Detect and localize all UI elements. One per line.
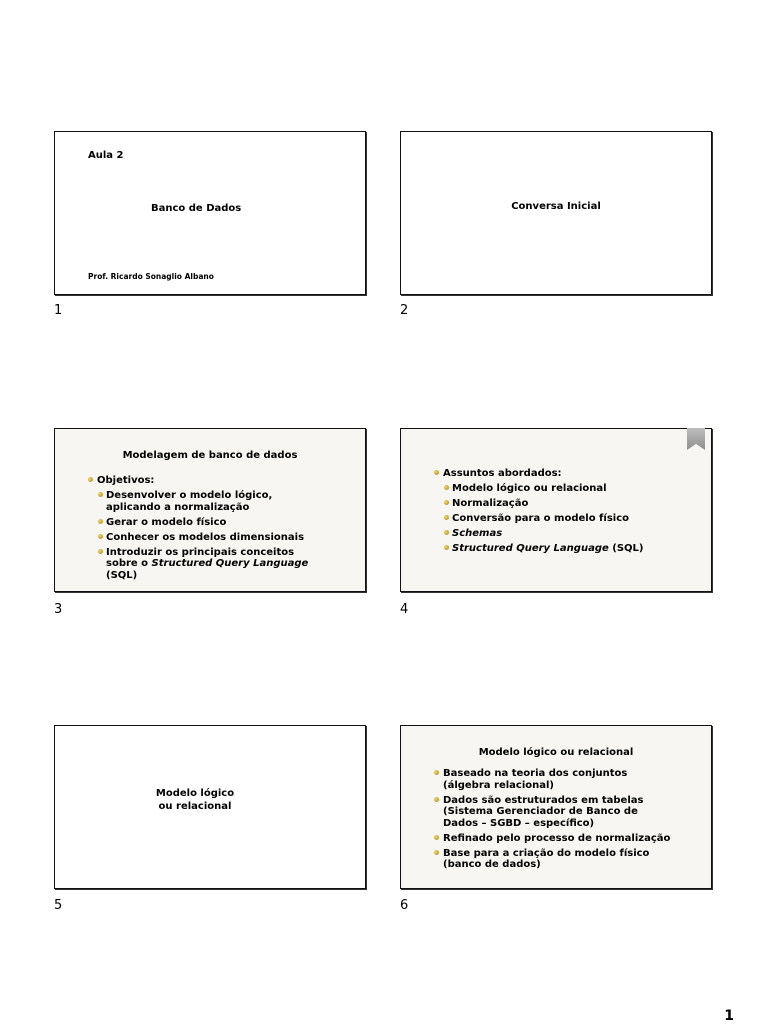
bullet-icon: [98, 519, 103, 524]
slide-2-title: Conversa Inicial: [511, 201, 601, 212]
bullet-icon: [88, 477, 93, 482]
slide-1-number: 1: [54, 303, 63, 318]
slide-2: [400, 131, 712, 295]
slide-4-item: Modelo lógico ou relacional: [452, 483, 692, 495]
slide-5: [54, 725, 366, 889]
slide-6-item: Base para a criação do modelo físico (banco de dados): [443, 848, 675, 871]
slide-4-item: Schemas: [452, 528, 692, 540]
slide-6-title: Modelo lógico ou relacional: [478, 747, 634, 758]
slide-1: [54, 131, 366, 295]
slide-4-item: Normalização: [452, 498, 692, 510]
slide-6-item: Dados são estruturados em tabelas (Sistema Gerenciador de Banco de Dados – SGBD – específico): [443, 795, 675, 830]
slide-4: [400, 428, 712, 592]
slide-2-number: 2: [400, 303, 409, 318]
bullet-icon: [444, 500, 449, 505]
slide-5-line2: ou relacional: [158, 801, 232, 812]
slide-3-number: 3: [54, 602, 63, 617]
slide-3-item: Conhecer os modelos dimensionais: [106, 532, 324, 544]
slide-1-aula: Aula 2: [88, 150, 124, 161]
slide-3-item: Gerar o modelo físico: [106, 517, 324, 529]
bullet-icon: [98, 534, 103, 539]
slide-6-item: Baseado na teoria dos conjuntos (álgebra relacional): [443, 768, 675, 791]
slide-4-assuntos: Assuntos abordados:: [443, 468, 683, 480]
bullet-icon: [444, 515, 449, 520]
slide-1-title: Banco de Dados: [151, 203, 242, 214]
slide-4-number: 4: [400, 602, 409, 617]
bullet-icon: [98, 492, 103, 497]
bullet-icon: [444, 485, 449, 490]
slide-6: [400, 725, 712, 889]
bullet-icon: [444, 545, 449, 550]
slide-4-item: Conversão para o modelo físico: [452, 513, 692, 525]
slide-3-objetivos: Objetivos:: [97, 475, 337, 487]
bullet-icon: [434, 770, 439, 775]
bullet-icon: [434, 835, 439, 840]
slide-3-item: Desenvolver o modelo lógico, aplicando a normalização: [106, 490, 324, 513]
slide-3: [54, 428, 366, 592]
slide-6-number: 6: [400, 898, 409, 913]
slide-3-title: Modelagem de banco de dados: [122, 450, 298, 461]
bullet-icon: [434, 470, 439, 475]
slide-4-item: Structured Query Language (SQL): [452, 543, 692, 555]
slide-3-item: Introduzir os principais conceitos sobre o Structured Query Language (SQL): [106, 547, 324, 582]
slide-6-item: Refinado pelo processo de normalização: [443, 833, 675, 845]
bullet-icon: [434, 797, 439, 802]
bullet-icon: [444, 530, 449, 535]
bullet-icon: [98, 549, 103, 554]
bullet-icon: [434, 850, 439, 855]
page-number: 1: [724, 1008, 734, 1024]
slide-1-author: Prof. Ricardo Sonaglio Albano: [88, 272, 214, 281]
slide-5-line1: Modelo lógico: [155, 788, 235, 799]
slide-5-number: 5: [54, 898, 63, 913]
bookmark-icon: [687, 428, 705, 450]
